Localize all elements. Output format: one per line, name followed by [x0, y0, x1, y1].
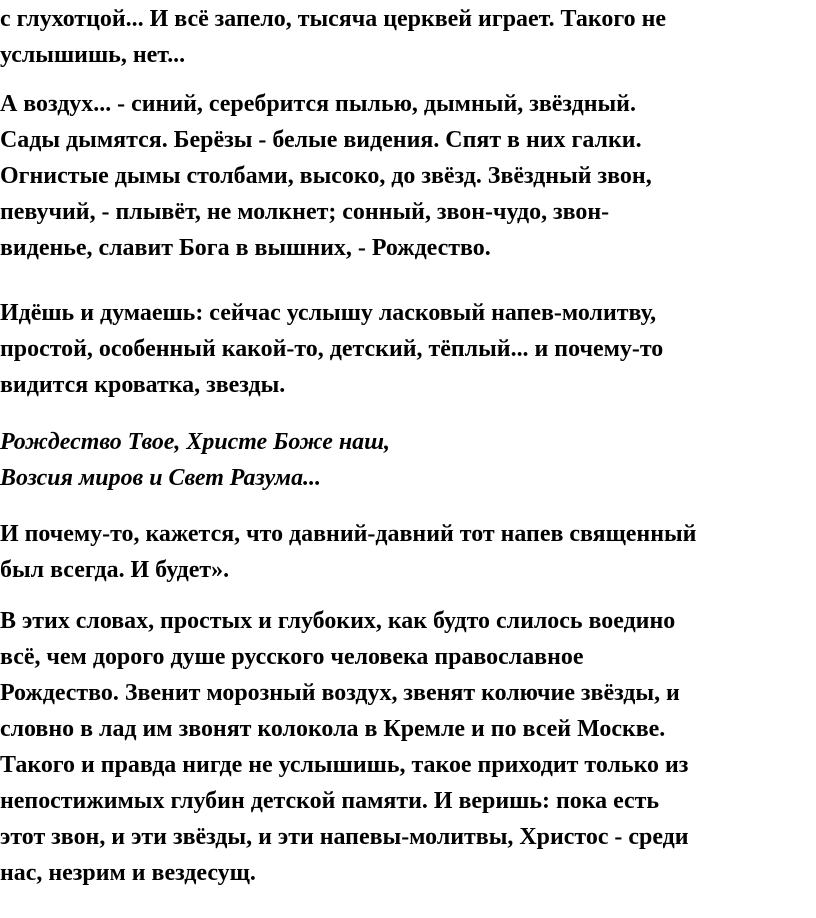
text-line: этот звон, и эти звёзды, и эти напевы-молитвы, Христос - среди — [0, 824, 689, 850]
text-line: Огнистые дымы столбами, высоко, до звёзд. Звёздный звон, — [0, 163, 652, 189]
text-line: А воздух... - синий, серебрится пылью, дымный, звёздный. — [0, 91, 636, 117]
text-line: нас, незрим и вездесущ. — [0, 860, 256, 886]
text-line: Возсия миров и Свет Разума... — [0, 465, 322, 491]
text-line: непостижимых глубин детской памяти. И веришь: пока есть — [0, 788, 660, 814]
text-line: виденье, славит Бога в вышних, - Рождество. — [0, 235, 491, 261]
paragraph-conclusion — [0, 603, 816, 891]
paragraph-prayer-thoughts — [0, 295, 816, 403]
text-line: словно в лад им звонят колокола в Кремле и по всей Москве. — [0, 716, 666, 742]
text-line: Идёшь и думаешь: сейчас услышу ласковый напев-молитву, — [0, 300, 657, 326]
text-line: Рождество Твое, Христе Боже наш, — [0, 429, 391, 455]
text-line: Такого и правда нигде не услышишь, такое приходит только из — [0, 752, 689, 778]
text-line: видится кроватка, звезды. — [0, 372, 286, 398]
paragraph-ancient-chant — [0, 516, 816, 588]
paragraph-starry-air — [0, 86, 816, 266]
text-line: простой, особенный какой-то, детский, тёплый... и почему-то — [0, 336, 664, 362]
paragraph-bell-sound — [0, 1, 816, 73]
text-line: услышишь, нет... — [0, 42, 186, 68]
text-line: Сады дымятся. Берёзы - белые видения. Спят в них галки. — [0, 127, 642, 153]
text-line: И почему-то, кажется, что давний-давний тот напев священный — [0, 521, 697, 547]
text-line: Рождество. Звенит морозный воздух, звенят колючие звёзды, и — [0, 680, 680, 706]
text-line: с глухотцой... И всё запело, тысяча церквей играет. Такого не — [0, 6, 666, 32]
text-line: был всегда. И будет». — [0, 557, 230, 583]
text-line: всё, чем дорого душе русского человека православное — [0, 644, 584, 670]
text-line: В этих словах, простых и глубоких, как будто слилось воедино — [0, 608, 676, 634]
paragraph-hymn-quote — [0, 424, 816, 496]
text-line: певучий, - плывёт, не молкнет; сонный, звон-чудо, звон- — [0, 199, 610, 225]
